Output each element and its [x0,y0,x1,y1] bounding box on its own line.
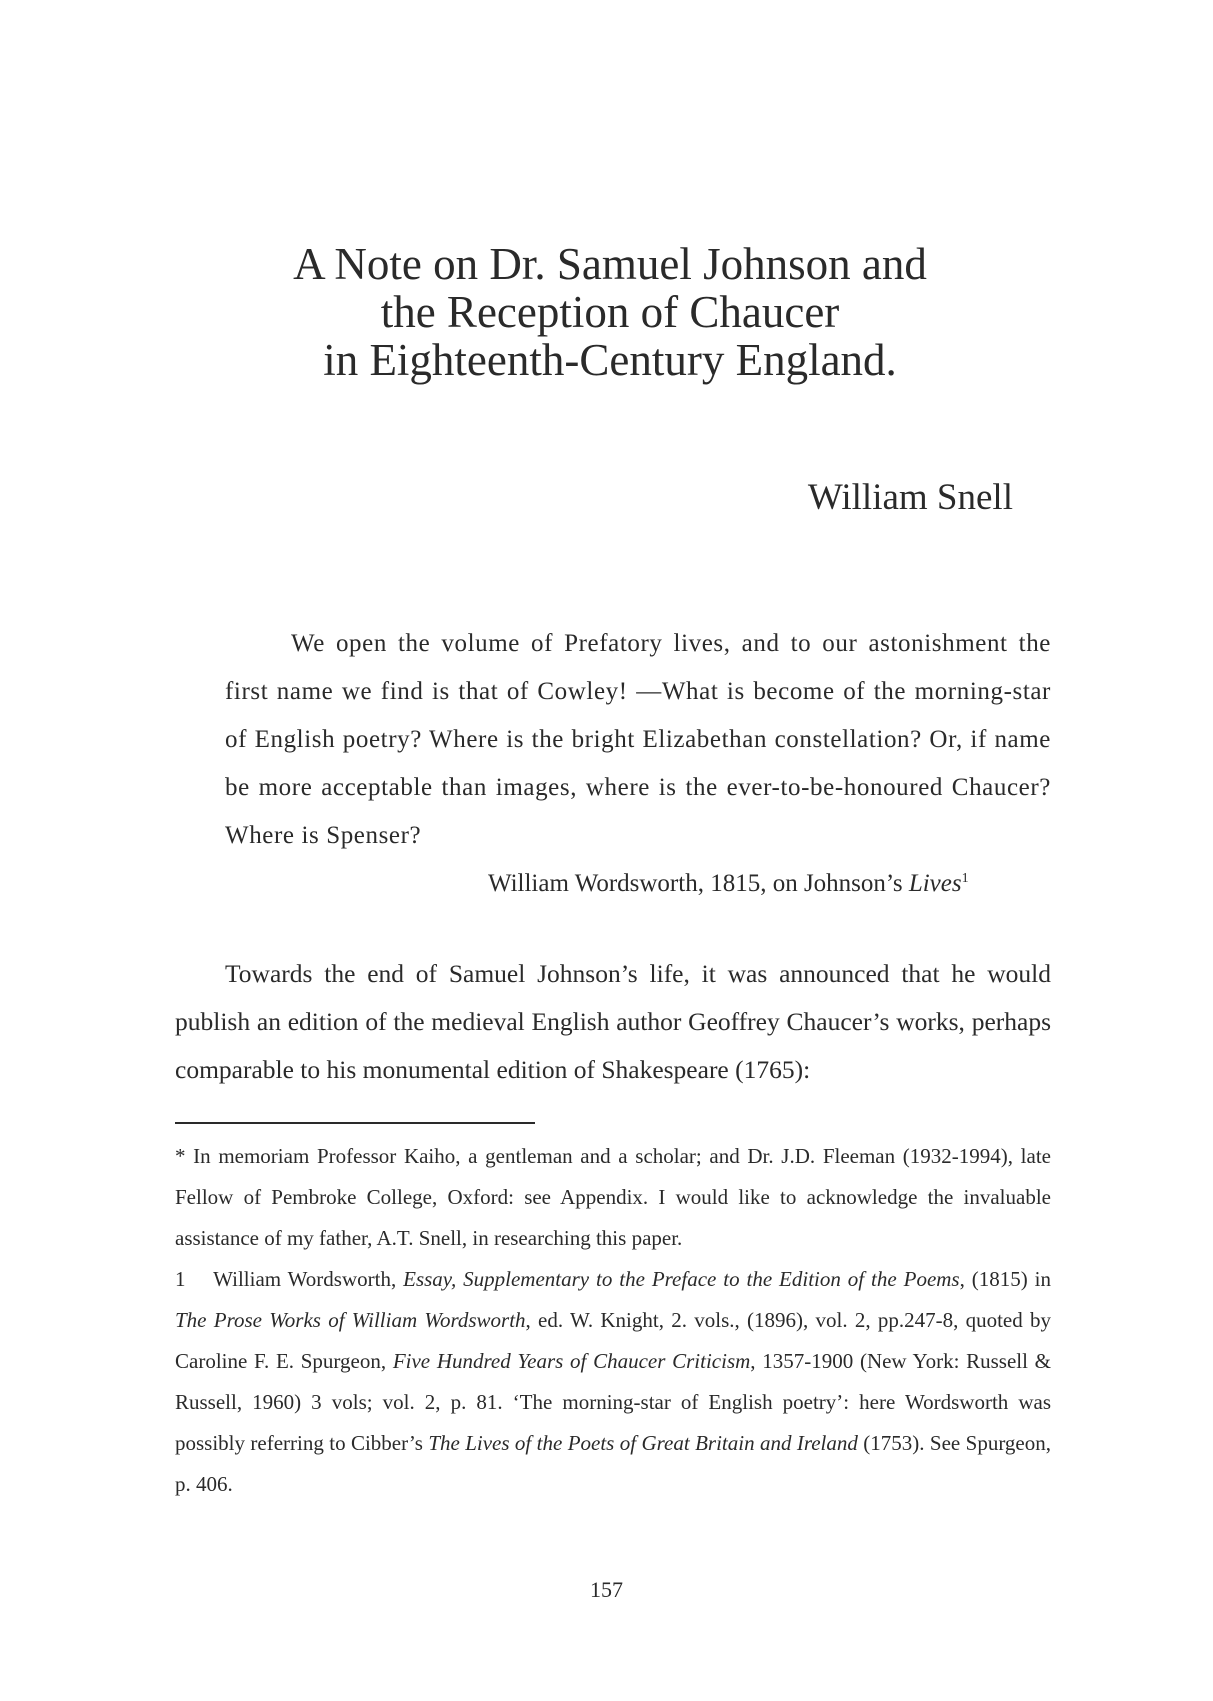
body-text [175,950,1051,1094]
footnotes [175,1136,1051,1505]
epigraph-text: We open the volume of Prefatory lives, and to our astonishment the first name we find is that of Cowley! —What is become of the morning-star of English poetry? Where is the bright Elizabethan constellation? Or, if name be more acceptable than images, where is the ever-to-be-honoured Chaucer? Where is Spenser? [225,630,1051,849]
epigraph [225,620,1051,860]
footnote-1-text-a: William Wordsworth, [213,1267,404,1291]
body-paragraph-1: Towards the end of Samuel Johnson’s life, it was announced that he would publish an edition of the medieval English author Geoffrey Chaucer’s works, perhaps comparable to his monumental edition of Shakespeare (1765): [175,959,1051,1084]
footnote-1 [175,1259,1051,1505]
footnote-1-number: 1 [175,1267,186,1291]
footnote-1-text-c: , ed. W. Knight, 2. vols., (1896), vol. 2, pp.247-8, quoted by Caroline F. E. Spurgeon, [175,1308,1051,1373]
attribution-title: Lives [908,870,962,897]
title-line-2: the Reception of Chaucer [380,287,840,337]
footnote-1-text-b: , (1815) in [959,1267,1052,1291]
page-number: 157 [590,1577,623,1602]
footnote-1-title-c: Five Hundred Years of Chaucer Criticism [392,1349,751,1373]
footnote-1-title-b: The Prose Works of William Wordsworth [175,1308,526,1332]
title-line-1: A Note on Dr. Samuel Johnson and [293,239,927,289]
footnote-reference-1[interactable]: 1 [961,871,969,886]
footnote-1-title-a: Essay, Supplementary to the Preface to the Edition of the Poems [403,1267,960,1291]
footnote-divider [175,1122,535,1124]
paper-title [175,240,1045,384]
attribution-text: William Wordsworth, 1815, on Johnson’s [488,870,909,897]
footnote-star: * In memoriam Professor Kaiho, a gentleman and a scholar; and Dr. J.D. Fleeman (1932-1994), late Fellow of Pembroke College, Oxford: see Appendix. I would like to acknowledge the invaluable assistance of my father, A.T. Snell, in researching this paper. [175,1144,1051,1250]
footnote-1-text-e: (1753). See Spurgeon, p. 406. [175,1431,1051,1496]
footnote-1-title-d: The Lives of the Poets of Great Britain and Ireland [428,1431,858,1455]
footnote-1-text-d: , 1357-1900 (New York: Russell & Russell, 1960) 3 vols; vol. 2, p. 81. ‘The morning-star of English poetry’: here Wordsworth was possibly referring to Cibber’s [175,1349,1051,1455]
author-name: William Snell [807,477,1013,518]
epigraph-attribution [488,864,969,899]
title-line-3: in Eighteenth-Century England. [323,335,897,385]
